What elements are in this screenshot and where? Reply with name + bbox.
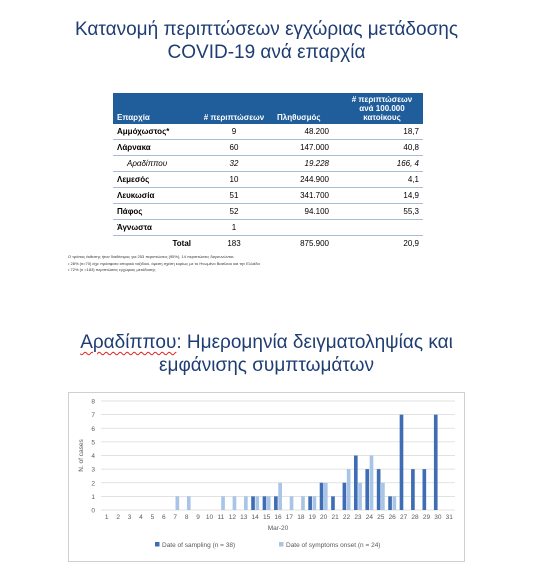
x-tick-label: 18 xyxy=(297,514,305,521)
bar-sampling xyxy=(263,496,267,510)
x-tick-label: 9 xyxy=(196,514,200,521)
bar-onset xyxy=(233,496,237,510)
x-tick-label: 17 xyxy=(285,514,294,521)
x-tick-label: 21 xyxy=(331,514,339,521)
row-rate: 14,9 xyxy=(341,188,423,204)
row-rate: 40,8 xyxy=(341,140,423,156)
x-tick-label: 5 xyxy=(150,514,155,521)
bar-onset xyxy=(255,496,259,510)
y-tick-label: 8 xyxy=(91,398,95,406)
x-tick-label: 20 xyxy=(320,514,328,521)
bar-onset xyxy=(278,483,282,510)
bar-onset xyxy=(392,496,396,510)
slide-title-aradippou xyxy=(0,331,533,377)
row-population: 147.000 xyxy=(273,140,341,156)
x-axis-label: Mar-20 xyxy=(267,525,289,532)
bar-sampling xyxy=(320,483,324,510)
x-tick-label: 6 xyxy=(161,514,166,521)
row-rate: 4,1 xyxy=(341,172,423,188)
table-row xyxy=(113,140,423,156)
y-tick-label: 4 xyxy=(91,453,95,460)
bar-sampling xyxy=(377,469,381,510)
table-row xyxy=(113,204,423,220)
row-population: 48.200 xyxy=(273,124,341,140)
x-tick-label: 14 xyxy=(251,514,259,521)
row-rate: 55,3 xyxy=(341,204,423,220)
total-cases: 183 xyxy=(227,239,241,248)
bar-onset xyxy=(347,469,351,510)
x-tick-label: 13 xyxy=(240,514,248,521)
cases-by-province-table xyxy=(113,93,423,251)
y-tick-label: 7 xyxy=(91,412,95,420)
bar-sampling xyxy=(331,496,335,510)
row-rate xyxy=(341,220,423,236)
total-rate: 20,9 xyxy=(403,239,419,248)
bar-sampling xyxy=(308,496,312,510)
header-cases: # περιπτώσεων xyxy=(195,93,273,124)
bar-sampling xyxy=(251,496,255,510)
row-province: Άγνωστα xyxy=(113,220,195,236)
x-tick-label: 1 xyxy=(104,514,109,521)
title-line-2b: εμφάνισης συμπτωμάτων xyxy=(159,355,374,376)
bar-onset xyxy=(301,496,305,510)
bar-sampling xyxy=(365,469,369,510)
table-row xyxy=(113,172,423,188)
epicurve-svg xyxy=(69,393,464,561)
title-place-word: Αραδίππου xyxy=(80,332,177,353)
y-tick-label: 0 xyxy=(91,507,95,515)
row-cases: 32 xyxy=(195,156,273,172)
epicurve-chart xyxy=(68,392,465,562)
y-tick-label: 5 xyxy=(91,439,95,447)
legend-swatch xyxy=(279,542,284,547)
x-tick-label: 31 xyxy=(445,514,453,521)
x-tick-label: 12 xyxy=(228,514,236,521)
bar-onset xyxy=(176,496,180,510)
x-tick-label: 27 xyxy=(399,514,408,521)
x-tick-label: 7 xyxy=(173,514,178,521)
row-province: Λεμεσός xyxy=(113,172,195,188)
bar-onset xyxy=(370,456,374,511)
x-tick-label: 3 xyxy=(127,514,132,521)
x-tick-label: 10 xyxy=(205,514,214,521)
x-tick-label: 24 xyxy=(365,514,373,521)
row-population: 19.228 xyxy=(273,156,341,172)
x-tick-label: 25 xyxy=(377,514,385,521)
row-population xyxy=(273,220,341,236)
y-tick-label: 2 xyxy=(91,480,95,488)
y-tick-label: 3 xyxy=(91,466,95,474)
title-line-1: Κατανομή περιπτώσεων εγχώριας μετάδοσης xyxy=(74,19,459,40)
note-line: • 72% (n =183) περιπτώσεις εγχώριας μετάδοσης xyxy=(68,267,156,272)
note-line: • 28% (n=70) είχε πρόσφατο ιστορικό ταξιδιού, άμεση σχέση κυρίως με το Ηνωμένο Βασίλειο και την Ελλάδα xyxy=(68,260,260,266)
table-row xyxy=(113,188,423,204)
bar-sampling xyxy=(274,496,278,510)
bar-onset xyxy=(221,496,225,510)
total-label: Total xyxy=(172,239,191,248)
exposure-notes xyxy=(68,254,260,274)
row-rate: 166, 4 xyxy=(341,156,423,172)
slide-title-provinces xyxy=(0,18,533,64)
legend-swatch xyxy=(155,542,160,547)
row-cases: 1 xyxy=(195,220,273,236)
x-tick-label: 11 xyxy=(217,514,225,521)
x-tick-label: 23 xyxy=(354,514,362,521)
bar-sampling xyxy=(354,456,358,511)
table-row xyxy=(113,124,423,140)
x-tick-label: 16 xyxy=(274,514,282,521)
x-tick-label: 15 xyxy=(262,514,271,521)
x-tick-label: 4 xyxy=(139,514,143,521)
legend-label: Date of symptoms onset (n = 24) xyxy=(286,542,381,549)
title-line-2: COVID-19 ανά επαρχία xyxy=(167,42,366,63)
table-total-row xyxy=(113,236,423,252)
bar-sampling xyxy=(411,469,415,510)
row-province: Λευκωσία xyxy=(113,188,195,204)
row-cases: 60 xyxy=(195,140,273,156)
legend-label: Date of sampling (n = 38) xyxy=(162,542,236,549)
row-cases: 10 xyxy=(195,172,273,188)
row-population: 244.900 xyxy=(273,172,341,188)
bar-onset xyxy=(358,483,362,510)
y-tick-label: 1 xyxy=(91,493,95,501)
row-population: 341.700 xyxy=(273,188,341,204)
bar-sampling xyxy=(400,415,404,510)
row-province: Αραδίππου xyxy=(113,156,195,172)
title-rest: : Ημερομηνία δειγματοληψίας και xyxy=(176,332,453,353)
bar-onset xyxy=(381,483,385,510)
table-row-subregion xyxy=(113,156,423,172)
row-population: 94.100 xyxy=(273,204,341,220)
x-tick-label: 22 xyxy=(342,514,351,521)
row-rate: 18,7 xyxy=(341,124,423,140)
row-province: Λάρνακα xyxy=(113,140,195,156)
table-row xyxy=(113,220,423,236)
x-tick-label: 28 xyxy=(411,514,419,521)
bar-sampling xyxy=(422,469,426,510)
row-cases: 51 xyxy=(195,188,273,204)
total-population: 875.900 xyxy=(300,239,329,248)
bar-onset xyxy=(313,496,317,510)
bar-onset xyxy=(267,496,271,510)
x-tick-label: 19 xyxy=(308,514,316,521)
bar-onset xyxy=(290,496,294,510)
header-population: Πληθυσμός xyxy=(273,93,341,124)
table-header-row xyxy=(113,93,423,124)
bar-sampling xyxy=(343,483,347,510)
bar-onset xyxy=(324,483,328,510)
x-tick-label: 29 xyxy=(422,514,431,521)
row-cases: 9 xyxy=(195,124,273,140)
header-rate: # περιπτώσεων ανά 100.000 κατοίκους xyxy=(341,93,423,124)
row-province: Πάφος xyxy=(113,204,195,220)
note-line: Ο τρόπος έκθεσης ήταν διαθέσιμος για 253 περιπτώσεις (95%), 14 περιπτώσεις διερευνώνται. xyxy=(68,254,235,259)
row-cases: 52 xyxy=(195,204,273,220)
x-tick-label: 2 xyxy=(116,514,120,521)
y-axis-label: N. of cases xyxy=(78,439,85,472)
bar-onset xyxy=(244,496,248,510)
bar-onset xyxy=(187,496,191,510)
bar-sampling xyxy=(434,415,438,510)
bar-sampling xyxy=(388,496,392,510)
header-province: Επαρχία xyxy=(113,93,195,124)
y-tick-label: 6 xyxy=(91,425,95,433)
x-tick-label: 8 xyxy=(184,514,189,521)
row-province: Αμμόχωστος* xyxy=(113,124,195,140)
x-tick-label: 26 xyxy=(388,514,396,521)
x-tick-label: 30 xyxy=(434,514,442,521)
